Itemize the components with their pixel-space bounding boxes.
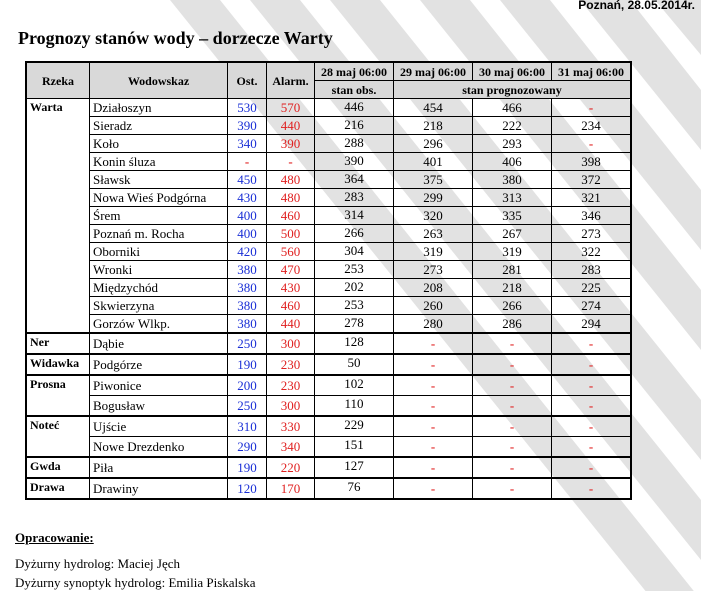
table-row [26,396,631,417]
river-name: Prosna [26,375,90,416]
observed-value: 127 [315,457,394,478]
col-header-date-1: 28 maj 06:00 [315,62,394,81]
alarm-value: 220 [267,457,315,478]
ost-value: 250 [228,396,267,417]
forecast-value-1: - [394,478,473,499]
forecast-value-3: 398 [552,153,632,171]
forecast-value-2: - [473,333,552,354]
ost-value: 310 [228,416,267,437]
ost-value: 390 [228,117,267,135]
forecast-value-2: 380 [473,171,552,189]
ost-value: 250 [228,333,267,354]
gauge-name: Bogusław [90,396,228,417]
alarm-value: 500 [267,225,315,243]
forecast-value-2: - [473,478,552,499]
observed-value: 202 [315,279,394,297]
ost-value: 380 [228,297,267,315]
forecast-value-2: - [473,457,552,478]
forecast-value-3: 346 [552,207,632,225]
gauge-name: Sławsk [90,171,228,189]
ost-value: 340 [228,135,267,153]
table-row [26,416,631,437]
forecast-value-3: 321 [552,189,632,207]
ost-value: 290 [228,437,267,458]
gauge-name: Konin śluza [90,153,228,171]
col-header-gauge: Wodowskaz [90,62,228,99]
gauge-name: Międzychód [90,279,228,297]
table-row [26,153,631,171]
forecast-value-3: - [552,478,632,499]
forecast-value-1: 319 [394,243,473,261]
alarm-value: 480 [267,171,315,189]
forecast-value-3: - [552,437,632,458]
forecast-value-3: 225 [552,279,632,297]
alarm-value: 560 [267,243,315,261]
gauge-name: Sieradz [90,117,228,135]
forecast-value-1: - [394,396,473,417]
alarm-value: 170 [267,478,315,499]
forecast-value-2: 319 [473,243,552,261]
forecast-value-1: 454 [394,99,473,117]
river-name: Gwda [26,457,90,478]
forecast-value-1: 263 [394,225,473,243]
ost-value: - [228,153,267,171]
observed-value: 278 [315,315,394,334]
forecast-table [25,61,632,500]
forecast-value-2: - [473,416,552,437]
table-row [26,171,631,189]
forecast-value-1: 218 [394,117,473,135]
observed-value: 314 [315,207,394,225]
ost-value: 380 [228,315,267,334]
alarm-value: 390 [267,135,315,153]
report-date: Poznań, 28.05.2014r. [578,0,695,12]
forecast-value-1: - [394,375,473,396]
gauge-name: Drawiny [90,478,228,499]
gauge-name: Poznań m. Rocha [90,225,228,243]
hydrologist-line: Dyżurny hydrolog: Maciej Jęch [15,556,180,571]
alarm-value: 440 [267,315,315,334]
gauge-name: Dąbie [90,333,228,354]
col-header-forecast: stan prognozowany [394,81,632,99]
observed-value: 253 [315,297,394,315]
forecast-value-2: 286 [473,315,552,334]
gauge-name: Działoszyn [90,99,228,117]
forecast-value-3: - [552,333,632,354]
forecast-value-1: 299 [394,189,473,207]
table-row [26,261,631,279]
ost-value: 530 [228,99,267,117]
forecast-value-2: 222 [473,117,552,135]
forecast-value-2: 313 [473,189,552,207]
observed-value: 128 [315,333,394,354]
forecast-value-3: - [552,457,632,478]
col-header-date-2: 29 maj 06:00 [394,62,473,81]
forecast-value-2: 466 [473,99,552,117]
forecast-value-2: 406 [473,153,552,171]
forecast-value-3: 283 [552,261,632,279]
col-header-observed: stan obs. [315,81,394,99]
forecast-value-1: 401 [394,153,473,171]
gauge-name: Nowa Wieś Podgórna [90,189,228,207]
table-row [26,99,631,117]
col-header-river: Rzeka [26,62,90,99]
observed-value: 364 [315,171,394,189]
observed-value: 283 [315,189,394,207]
forecast-value-3: 274 [552,297,632,315]
forecast-value-2: 335 [473,207,552,225]
forecast-value-1: - [394,457,473,478]
observed-value: 304 [315,243,394,261]
col-header-alarm: Alarm. [267,62,315,99]
observed-value: 253 [315,261,394,279]
forecast-value-3: 234 [552,117,632,135]
gauge-name: Skwierzyna [90,297,228,315]
col-header-ost: Ost. [228,62,267,99]
alarm-value: 430 [267,279,315,297]
ost-value: 120 [228,478,267,499]
alarm-value: 470 [267,261,315,279]
ost-value: 400 [228,207,267,225]
forecast-rows [26,99,631,500]
alarm-value: 570 [267,99,315,117]
table-row [26,375,631,396]
forecast-value-2: 218 [473,279,552,297]
forecast-value-1: 296 [394,135,473,153]
forecast-value-1: 260 [394,297,473,315]
ost-value: 450 [228,171,267,189]
forecast-value-3: - [552,354,632,375]
forecast-value-1: 208 [394,279,473,297]
gauge-name: Nowe Drezdenko [90,437,228,458]
river-name: Warta [26,99,90,334]
table-row [26,189,631,207]
synoptic-hydrologist-line: Dyżurny synoptyk hydrolog: Emilia Piskalska [15,575,256,590]
forecast-value-2: - [473,396,552,417]
river-name: Ner [26,333,90,354]
ost-value: 190 [228,457,267,478]
gauge-name: Piła [90,457,228,478]
forecast-value-3: - [552,416,632,437]
gauge-name: Koło [90,135,228,153]
alarm-value: 300 [267,396,315,417]
table-row [26,135,631,153]
observed-value: 229 [315,416,394,437]
gauge-name: Śrem [90,207,228,225]
gauge-name: Ujście [90,416,228,437]
observed-value: 288 [315,135,394,153]
forecast-value-1: - [394,333,473,354]
ost-value: 420 [228,243,267,261]
observed-value: 446 [315,99,394,117]
alarm-value: 300 [267,333,315,354]
forecast-value-1: - [394,437,473,458]
forecast-value-1: 280 [394,315,473,334]
river-name: Drawa [26,478,90,499]
alarm-value: 230 [267,375,315,396]
observed-value: 50 [315,354,394,375]
table-row [26,478,631,499]
alarm-value: 440 [267,117,315,135]
observed-value: 76 [315,478,394,499]
table-row [26,315,631,334]
forecast-value-2: - [473,375,552,396]
forecast-value-1: 273 [394,261,473,279]
gauge-name: Oborniki [90,243,228,261]
observed-value: 110 [315,396,394,417]
alarm-value: 480 [267,189,315,207]
forecast-value-1: 375 [394,171,473,189]
table-row [26,225,631,243]
forecast-value-1: 320 [394,207,473,225]
table-row [26,279,631,297]
table-row [26,207,631,225]
gauge-name: Piwonice [90,375,228,396]
forecast-value-2: - [473,437,552,458]
page-title: Prognozy stanów wody – dorzecze Warty [18,28,333,48]
river-name: Noteć [26,416,90,457]
forecast-value-2: 293 [473,135,552,153]
forecast-value-2: 266 [473,297,552,315]
alarm-value: 460 [267,207,315,225]
ost-value: 380 [228,279,267,297]
ost-value: 380 [228,261,267,279]
col-header-date-4: 31 maj 06:00 [552,62,632,81]
alarm-value: 230 [267,354,315,375]
alarm-value: - [267,153,315,171]
table-row [26,354,631,375]
observed-value: 390 [315,153,394,171]
table-row [26,437,631,458]
ost-value: 200 [228,375,267,396]
forecast-value-3: - [552,375,632,396]
alarm-value: 330 [267,416,315,437]
gauge-name: Podgórze [90,354,228,375]
alarm-value: 340 [267,437,315,458]
forecast-value-2: 281 [473,261,552,279]
observed-value: 151 [315,437,394,458]
ost-value: 190 [228,354,267,375]
col-header-date-3: 30 maj 06:00 [473,62,552,81]
forecast-value-3: 273 [552,225,632,243]
forecast-value-3: 294 [552,315,632,334]
observed-value: 266 [315,225,394,243]
ost-value: 400 [228,225,267,243]
table-row [26,333,631,354]
observed-value: 216 [315,117,394,135]
table-row [26,117,631,135]
forecast-value-1: - [394,416,473,437]
forecast-value-2: - [473,354,552,375]
ost-value: 430 [228,189,267,207]
river-name: Widawka [26,354,90,375]
table-row [26,457,631,478]
forecast-value-2: 267 [473,225,552,243]
forecast-value-3: - [552,99,632,117]
table-row [26,297,631,315]
table-row [26,243,631,261]
footer-heading: Opracowanie: [15,530,94,545]
alarm-value: 460 [267,297,315,315]
gauge-name: Gorzów Wlkp. [90,315,228,334]
forecast-value-3: 372 [552,171,632,189]
observed-value: 102 [315,375,394,396]
forecast-value-1: - [394,354,473,375]
forecast-value-3: - [552,396,632,417]
gauge-name: Wronki [90,261,228,279]
forecast-value-3: 322 [552,243,632,261]
forecast-value-3: - [552,135,632,153]
